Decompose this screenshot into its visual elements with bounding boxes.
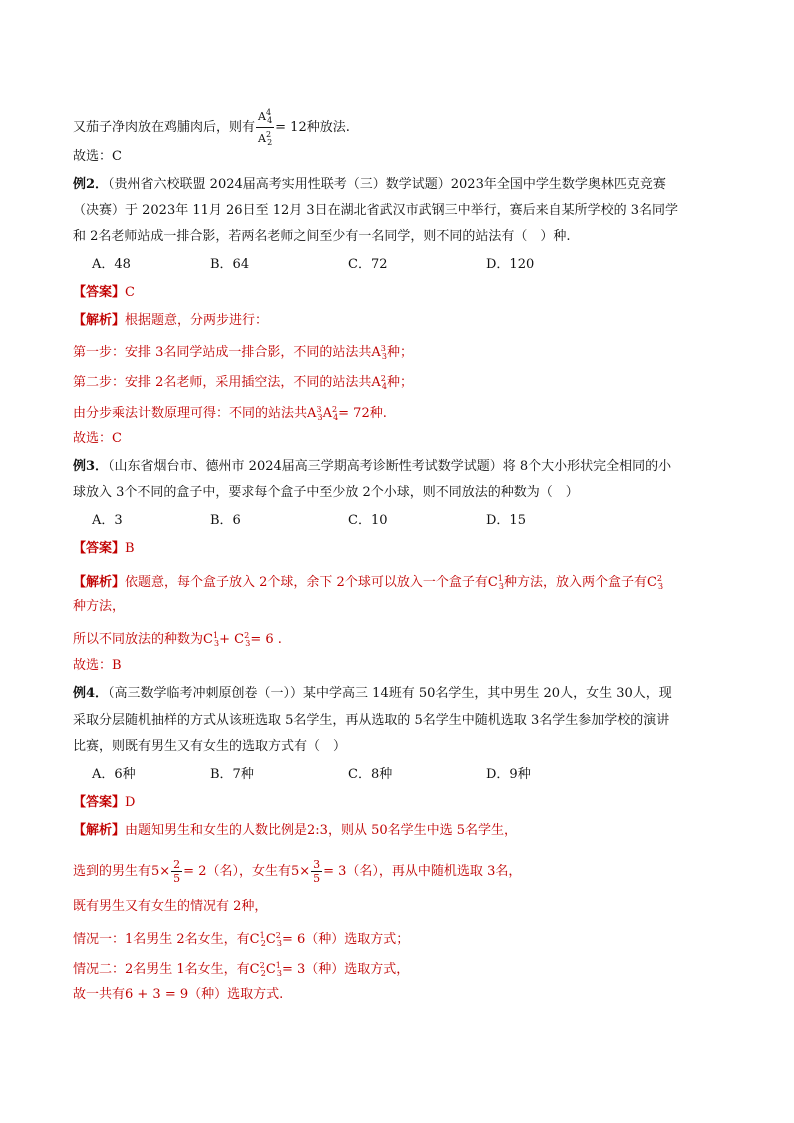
- ex1-choice: 故选：C: [73, 149, 122, 164]
- fraction-two-fifths: $\frac{2}{5}$: [173, 858, 181, 885]
- ex2-step2: 第二步：安排 2名老师，采用插空法，不同的站法共$A^2_4$种；: [73, 374, 413, 391]
- ex4-question-line1: 例4．（高三数学临考冲刺原创卷（一））某中学高三 14班有 50名学生，其中男生 20人，女生 30人，现: [73, 686, 672, 701]
- ex2-step1: 第一步：安排 3名同学站成一排合影，不同的站法共$A^3_3$种；: [73, 344, 413, 361]
- ex2-choice: 故选：C: [73, 431, 122, 446]
- ex4-analysis-line3: 既有男生又有女生的情况有 2种，: [73, 899, 268, 914]
- ex2-option-b: B．64: [210, 257, 250, 272]
- ex3-analysis-line3: 所以不同放法的种数为$C^1_3+ C^2_3= 6$ .: [73, 631, 282, 648]
- ex2-answer: 【答案】C: [73, 285, 135, 300]
- ex1-fraction-line: 又茄子净肉放在鸡脯肉后，则有 $\frac{A^4_4}{A^2_2}$ = 12种放法.: [73, 108, 350, 147]
- ex2-step3: 由分步乘法计数原理可得：不同的站法共$A^3_3A^2_4= 72$种.: [73, 405, 387, 422]
- fraction-three-fifths: $\frac{3}{5}$: [313, 858, 321, 885]
- ex2-option-c: C．72: [348, 257, 388, 272]
- ex4-case2: 情况二：2名男生 1名女生，有$C^2_2C^1_3= 3$（种）选取方式，: [73, 961, 410, 978]
- ex4-question-line3: 比赛，则既有男生又有女生的选取方式有（ ）: [73, 739, 347, 754]
- ex3-choice: 故选：B: [73, 658, 122, 673]
- ex3-analysis-line1: 【解析】依题意，每个盒子放入 2个球，余下 2个球可以放入一个盒子有$C^1_3$种方法，放入两个盒子有$C^2_3$: [73, 574, 664, 591]
- ex4-option-c: C．8种: [348, 767, 393, 782]
- ex4-analysis-line1: 【解析】由题知男生和女生的人数比例是2:3，则从 50名学生中选 5名学生，: [73, 823, 518, 838]
- ex4-answer: 【答案】D: [73, 795, 136, 810]
- ex4-option-b: B．7种: [210, 767, 254, 782]
- ex3-option-c: C．10: [348, 513, 388, 528]
- ex2-option-a: A．48: [92, 257, 131, 272]
- ex3-option-a: A．3: [92, 513, 123, 528]
- ex4-option-d: D．9种: [486, 767, 531, 782]
- ex4-option-a: A．6种: [92, 767, 136, 782]
- ex4-question-line2: 采取分层随机抽样的方式从该班选取 5名学生，再从选取的 5名学生中随机选取 3名学生参加学校的演讲: [73, 713, 670, 728]
- ex4-case1: 情况一：1名男生 2名女生，有$C^1_2C^2_3= 6$（种）选取方式；: [73, 931, 410, 948]
- ex4-analysis-line2: 选到的男生有5× $\frac{2}{5}$ = 2（名），女生有5× $\frac{3}{5}$ = 3（名），再从中随机选取 3名，: [73, 858, 522, 885]
- ex3-question-line1: 例3．（山东省烟台市、德州市 2024届高三学期高考诊断性考试数学试题）将 8个大小形状完全相同的小: [73, 459, 672, 474]
- ex4-total: 故一共有6 + 3 = 9（种）选取方式.: [73, 987, 284, 1002]
- ex2-question-line2: （决赛）于 2023年 11月 26日至 12月 3日在湖北省武汉市武钢三中举行，赛后来自某所学校的 3名同学: [73, 203, 679, 218]
- ex2-analysis: 【解析】根据题意，分两步进行：: [73, 313, 269, 328]
- ex2-question-line1: 例2．（贵州省六校联盟 2024届高考实用性联考（三）数学试题）2023年全国中学生数学奥林匹克竞赛: [73, 177, 666, 192]
- permutation-fraction: $\frac{A^4_4}{A^2_2}$: [258, 108, 273, 147]
- ex2-question-line3: 和 2名老师站成一排合影，若两名老师之间至少有一名同学，则不同的站法有（ ）种.: [73, 229, 571, 244]
- ex2-option-d: D．120: [486, 257, 535, 272]
- ex3-option-b: B．6: [210, 513, 241, 528]
- ex3-question-line2: 球放入 3个不同的盒子中，要求每个盒子中至少放 2个小球，则不同放法的种数为（ ）: [73, 485, 579, 500]
- ex3-answer: 【答案】B: [73, 541, 135, 556]
- ex3-analysis-line2: 种方法，: [73, 599, 126, 614]
- ex3-option-d: D．15: [486, 513, 526, 528]
